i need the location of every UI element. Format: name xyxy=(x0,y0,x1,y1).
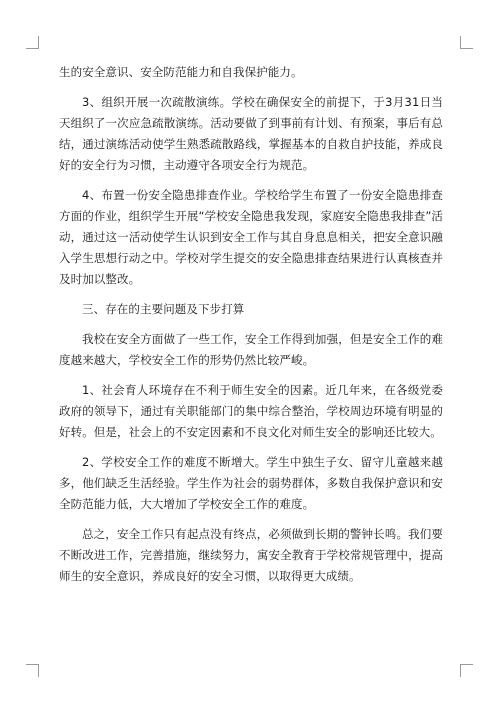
paragraph-evacuation-drill: 3、组织开展一次疏散演练。学校在确保安全的前提下，于3月31日当天组织了一次应急疏散演练。活动要做了到事前有计划、有预案，事后有总结，通过演练活动使学生熟悉疏散路线，掌握基本的自救自护技能，养成良好的安全行为习惯，主动遵守各项安全行为规范。 xyxy=(59,95,443,172)
section-heading-problems-plans: 三、存在的主要问题及下步打算 xyxy=(82,302,245,316)
paragraph-hazard-homework: 4、布置一份安全隐患排查作业。学校给学生布置了一份安全隐患排查方面的作业，组织学生开展“学校安全隐患我发现，家庭安全隐患我排查”活动，通过这一活动使学生认识到安全工作与其自身息息相关，把安全意识融入学生思想行动之中。学校对学生提交的安全隐患排查结果进行认真核查并及时加以整改。 xyxy=(59,188,443,286)
paragraph-overview: 我校在安全方面做了一些工作，安全工作得到加强，但是安全工作的难度越来越大，学校安全工作的形势仍然比较严峻。 xyxy=(59,332,443,367)
document-body xyxy=(59,62,443,596)
paragraph-conclusion: 总之，安全工作只有起点没有终点，必须做到长期的警钟长鸣。我们要不断改进工作，完善措施，继续努力，寓安全教育于学校常规管理中，提高师生的安全意识，养成良好的安全习惯，以取得更大成绩。 xyxy=(59,527,443,583)
crop-mark-bottom-left xyxy=(26,664,39,677)
paragraph-continued: 生的安全意识、安全防范能力和自我保护能力。 xyxy=(59,65,303,79)
crop-mark-bottom-right xyxy=(460,664,473,677)
crop-mark-top-right xyxy=(460,36,473,49)
paragraph-difficulty: 2、学校安全工作的难度不断增大。学生中独生子女、留守儿童越来越多，他们缺乏生活经验。学生作为社会的弱势群体，多数自我保护意识和安全防范能力低，大大增加了学校安全工作的难度。 xyxy=(59,455,443,511)
paragraph-social-environment: 1、社会育人环境存在不利于师生安全的因素。近几年来，在各级党委政府的领导下，通过有关职能部门的集中综合整治，学校周边环境有明显的好转。但是，社会上的不安定因素和不良文化对师生安全的影响还比较大。 xyxy=(59,383,443,439)
crop-mark-top-left xyxy=(26,36,39,49)
